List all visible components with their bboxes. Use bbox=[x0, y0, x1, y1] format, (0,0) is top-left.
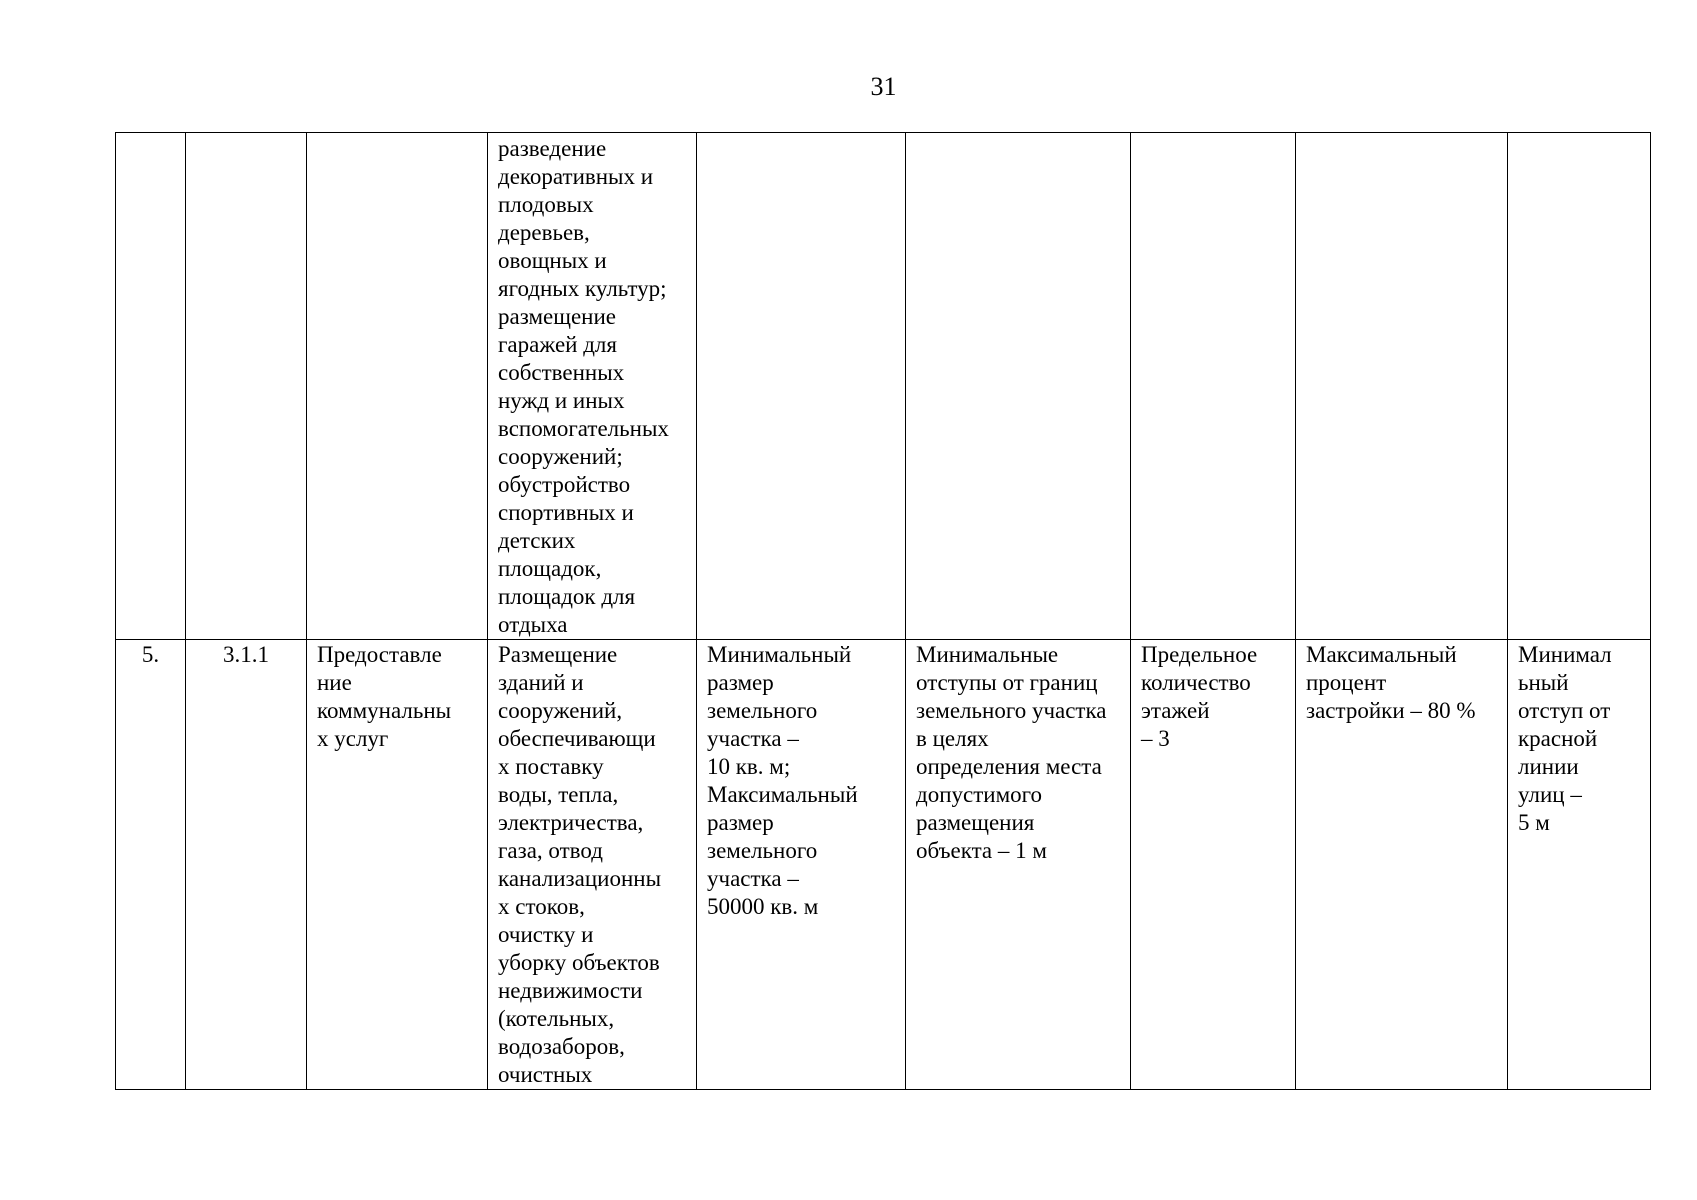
cell-floors bbox=[1131, 133, 1296, 640]
cell-code bbox=[186, 133, 307, 640]
cell-use-name bbox=[307, 133, 488, 640]
cell-floors: Предельное количество этажей – 3 bbox=[1131, 640, 1296, 1090]
cell-coverage bbox=[1296, 133, 1508, 640]
cell-coverage: Максимальный процент застройки – 80 % bbox=[1296, 640, 1508, 1090]
cell-setbacks bbox=[906, 133, 1131, 640]
cell-number: 5. bbox=[116, 640, 186, 1090]
page-number: 31 bbox=[870, 72, 897, 101]
cell-setbacks: Минимальные отступы от границ земельного участка в целях определения места допустимого размещения объекта – 1 м bbox=[906, 640, 1131, 1090]
cell-plot-size: Минимальный размер земельного участка – 10 кв. м; Максимальный размер земельного участка – 50000 кв. м bbox=[697, 640, 906, 1090]
cell-red-line-setback bbox=[1508, 133, 1651, 640]
table-row bbox=[116, 133, 1651, 640]
land-use-regulations-table bbox=[115, 132, 1651, 1090]
cell-plot-size bbox=[697, 133, 906, 640]
cell-red-line-setback: Минимал ьный отступ от красной линии улиц – 5 м bbox=[1508, 640, 1651, 1090]
cell-use-name: Предоставле ние коммунальны х услуг bbox=[307, 640, 488, 1090]
table-row bbox=[116, 640, 1651, 1090]
cell-use-description: разведение декоративных и плодовых деревьев, овощных и ягодных культур; размещение гаражей для собственных нужд и иных вспомогательных сооружений; обустройство спортивных и детских площадок, площадок для отдыха bbox=[488, 133, 697, 640]
cell-code: 3.1.1 bbox=[186, 640, 307, 1090]
cell-use-description: Размещение зданий и сооружений, обеспечивающи х поставку воды, тепла, электричества, газа, отвод канализационны х стоков, очистку и уборку объектов недвижимости (котельных, водозаборов, очистных bbox=[488, 640, 697, 1090]
cell-number bbox=[116, 133, 186, 640]
